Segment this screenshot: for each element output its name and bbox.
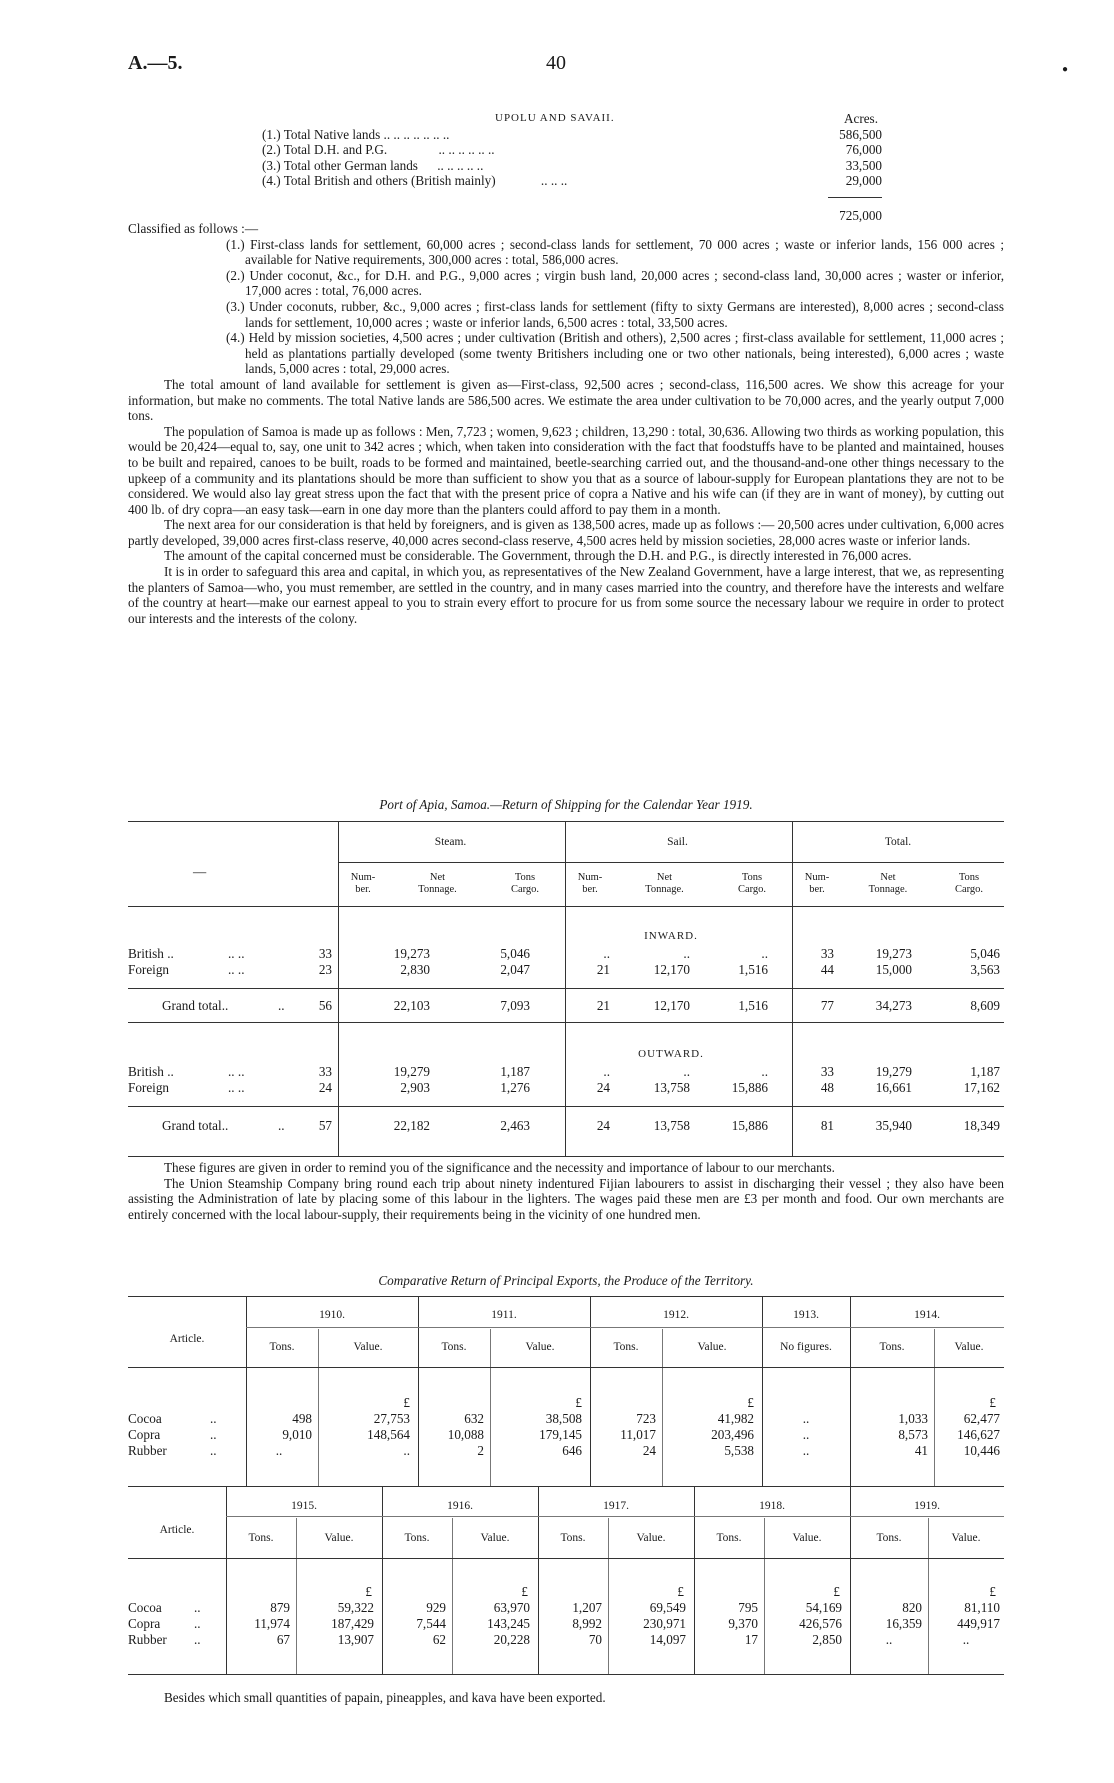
article-header: Article. xyxy=(159,1524,195,1536)
land-row: (4.) Total British and others (British mainly) .. .. .. 29,000 xyxy=(262,173,882,189)
pound-sign: £ xyxy=(575,1395,582,1410)
value-header: Value. xyxy=(525,1341,555,1353)
exports-table-2 xyxy=(128,1486,1004,1674)
acres-header: Acres. xyxy=(843,111,878,126)
value-header: Value. xyxy=(636,1532,666,1544)
tons-header: Tons. xyxy=(269,1341,295,1353)
value-header: Value. xyxy=(324,1532,354,1544)
page-number: 40 xyxy=(546,52,566,74)
year-header: 1917. xyxy=(603,1500,629,1512)
paragraph: The next area for our consideration is that held by foreigners, and is given as 138,500 acres, made up as follows :— 20,500 acres under cultivation, 6,000 acres partly developed, 39,000 acres first-class reserve, 40,000 acres second-class reserve, 4,500 acres held by mission societies, 28,000 acres waste or inferior lands. xyxy=(128,517,1004,548)
paragraph: The population of Samoa is made up as follows : Men, 7,723 ; women, 9,623 ; children, 13,290 : total, 30,636. Allowing two thirds as working population, this would be 20,424—equal to, say, one unit to 342 acres ; which, when taken into consideration with the fact that foodstuffs have to be planted and maintained, houses to be built and repaired, canoes to be built, roads to be formed and maintained, beetle-searching carried out, and the thousand-and-one other things necessary to the upkeep of a community and its plantations should be more than sufficient to show you that as a source of labour-supply for European plantations they are not to be considered. We would also lay great stress upon the fact that with the present price of copra a Native and his wife can (if they are in want of money), by cutting out 400 lb. of dry copra—an easy task—earn in one day more than the planters could afford to pay them in a month. xyxy=(128,423,1004,517)
total-header: Total. xyxy=(884,836,912,848)
sub-header: Net Tonnage. xyxy=(868,872,908,895)
sub-header: Tons Cargo. xyxy=(954,872,984,895)
classification-item: (1.) First-class lands for settlement, 60,000 acres ; second-class lands for settlement, 70 000 acres ; waste or inferior lands, 156 000 acres ; available for Native requirements, 300,000 acres : total, 586,000 acres. xyxy=(226,236,1004,268)
inward-total-row: Grand total.. .. 56 22,103 7,093 21 12,170 1,516 77 34,273 8,609 xyxy=(162,998,1000,1013)
table-row: Cocoa .. 498 27,753 632 38,508 723 41,982 .. 1,033 62,477 xyxy=(128,1411,1000,1426)
classification-item: (4.) Held by mission societies, 4,500 acres ; under cultivation (British and others), 2,500 acres ; first-class available for settlement, 11,000 acres ; held as plantations partially developed (some twenty Britishers including one or two other nationals, being interested), 6,000 acres ; waste lands, 5,000 acres : total, 29,000 acres. xyxy=(226,330,1004,377)
labour-text xyxy=(128,1160,1004,1222)
table-row: Cocoa .. 879 59,322 929 63,970 1,207 69,549 795 54,169 820 81,110 xyxy=(128,1600,1000,1615)
pound-sign: £ xyxy=(403,1395,410,1410)
table-row: Foreign .. .. 23 2,830 2,047 21 12,170 1,516 44 15,000 3,563 xyxy=(128,962,1000,977)
outward-total-row: Grand total.. .. 57 22,182 2,463 24 13,758 15,886 81 35,940 18,349 xyxy=(162,1118,1000,1133)
year-header: 1918. xyxy=(759,1500,785,1512)
value-header: Value. xyxy=(951,1532,981,1544)
pound-sign: £ xyxy=(989,1395,996,1410)
value-header: Value. xyxy=(480,1532,510,1544)
value-header: Value. xyxy=(353,1341,383,1353)
pound-sign: £ xyxy=(365,1584,372,1599)
tons-header: Tons. xyxy=(613,1341,639,1353)
year-header: 1914. xyxy=(914,1309,940,1321)
value-header: Value. xyxy=(697,1341,727,1353)
shipping-caption: Port of Apia, Samoa.—Return of Shipping for the Calendar Year 1919. xyxy=(379,797,753,812)
exports-table-1 xyxy=(128,1297,1004,1487)
outward-label: OUTWARD. xyxy=(638,1048,704,1060)
tons-header: Tons. xyxy=(560,1532,586,1544)
year-header: 1911. xyxy=(491,1309,517,1321)
classification-item: (2.) Under coconut, &c., for D.H. and P.G., 9,000 acres ; virgin bush land, 20,000 acres ; second-class land, 30,000 acres ; waster or inferior, 17,000 acres : total, 76,000 acres. xyxy=(226,267,1004,299)
page-reference: A.—5. xyxy=(128,52,183,74)
table-row: Copra .. 9,010 148,564 10,088 179,145 11,017 203,496 .. 8,573 146,627 xyxy=(128,1427,1000,1442)
exports-rows-1 xyxy=(128,1411,1004,1459)
table-row: Rubber .. 67 13,907 62 20,228 70 14,097 17 2,850 .. .. xyxy=(128,1632,970,1647)
classified-heading: Classified as follows :— xyxy=(128,221,259,236)
paragraph: Besides which small quantities of papain, pineapples, and kava have been exported. xyxy=(164,1690,606,1705)
land-title: UPOLU AND SAVAII. xyxy=(495,112,615,124)
pound-sign: £ xyxy=(833,1584,840,1599)
year-header: 1916. xyxy=(447,1500,473,1512)
year-header: 1913. xyxy=(793,1309,819,1321)
value-header: Value. xyxy=(792,1532,822,1544)
sub-header: Tons Cargo. xyxy=(510,872,540,895)
land-total: 725,000 xyxy=(839,207,882,223)
year-header: 1915. xyxy=(291,1500,317,1512)
pound-sign: £ xyxy=(989,1584,996,1599)
tons-header: Tons. xyxy=(879,1341,905,1353)
sub-header: Num- ber. xyxy=(350,872,376,895)
exports-rows-2 xyxy=(128,1600,1004,1648)
shipping-table xyxy=(128,822,1004,1162)
no-figures-header: No figures. xyxy=(780,1341,832,1353)
paragraph: It is in order to safeguard this area and capital, in which you, as representatives of the New Zealand Government, have a large interest, that we, as representing the planters of Samoa—who, you must remember, are settled in the country, and in many cases married into the country, and therefore have the interests and welfare of the country at heart—make our earnest appeal to you to strain every effort to procure for us from some source the necessary labour we require in order to protect our interests and the interests of the colony. xyxy=(128,564,1004,626)
table-row: British .. .. .. 33 19,273 5,046 .. .. .. 33 19,273 5,046 xyxy=(128,946,1000,961)
land-row: (1.) Total Native lands .. .. .. .. .. .. .. 586,500 xyxy=(262,126,882,142)
article-header: Article. xyxy=(169,1333,205,1345)
steam-header: Steam. xyxy=(434,836,467,848)
classification-text xyxy=(128,221,1004,626)
paragraph: The total amount of land available for settlement is given as—First-class, 92,500 acres ; second-class, 116,500 acres. We show this acreage for your information, but make no comments. The total Native lands are 586,500 acres. We estimate the area under cultivation to be 70,000 acres, and the yearly output 7,000 tons. xyxy=(128,376,1004,424)
land-row: (3.) Total other German lands .. .. .. .. .. 33,500 xyxy=(262,157,882,173)
tons-header: Tons. xyxy=(441,1341,467,1353)
classification-item: (3.) Under coconuts, rubber, &c., 9,000 acres ; first-class lands for settlement (fifty to sixty Germans are interested), 8,000 acres ; second-class lands for settlement, 10,000 acres ; waste or inferior lands, 6,500 acres : total, 33,500 acres. xyxy=(226,298,1004,330)
year-header: 1910. xyxy=(319,1309,345,1321)
stub-dash: — xyxy=(193,864,207,879)
table-row: British .. .. .. 33 19,279 1,187 .. .. .. 33 19,279 1,187 xyxy=(128,1064,1000,1079)
tons-header: Tons. xyxy=(404,1532,430,1544)
tons-header: Tons. xyxy=(716,1532,742,1544)
land-row: (2.) Total D.H. and P.G. .. .. .. .. .. .. 76,000 xyxy=(262,142,882,158)
sub-header: Num- ber. xyxy=(804,872,830,895)
table-row: Rubber .. .. .. 2 646 24 5,538 .. 41 10,446 xyxy=(128,1443,1000,1458)
inward-rows xyxy=(128,946,1004,978)
sub-header: Num- ber. xyxy=(577,872,603,895)
tons-header: Tons. xyxy=(876,1532,902,1544)
table-row: Foreign .. .. 24 2,903 1,276 24 13,758 15,886 48 16,661 17,162 xyxy=(128,1080,1000,1095)
closing-text xyxy=(128,1690,1004,1706)
outward-rows xyxy=(128,1064,1004,1096)
exports-caption: Comparative Return of Principal Exports, the Produce of the Territory. xyxy=(378,1273,754,1288)
paragraph: These figures are given in order to remind you of the significance and the necessity and importance of labour to our merchants. xyxy=(164,1160,835,1175)
sail-header: Sail. xyxy=(667,836,688,848)
paragraph: The Union Steamship Company bring round each trip about ninety indentured Fijian labourers to assist in discharging their vessel ; they also have been assisting the Administration of late by placing some of this labour in the lighters. The wages paid these men are £3 per month and food. Our own merchants are entirely concerned with the local labour-supply, their requirements being in the vicinity of one hundred men. xyxy=(128,1175,1004,1222)
land-summary xyxy=(262,111,882,227)
paragraph: The amount of the capital concerned must be considerable. The Government, through the D.H. and P.G., is directly interested in 76,000 acres. xyxy=(164,548,912,564)
sub-header: Net Tonnage. xyxy=(418,872,457,895)
inward-label: INWARD. xyxy=(644,930,698,942)
year-header: 1919. xyxy=(914,1500,940,1512)
tons-header: Tons. xyxy=(248,1532,274,1544)
year-header: 1912. xyxy=(663,1309,689,1321)
margin-mark: ● xyxy=(1062,64,1069,75)
sub-header: Net Tonnage. xyxy=(645,872,684,895)
sub-header: Tons Cargo. xyxy=(737,872,767,895)
pound-sign: £ xyxy=(747,1395,754,1410)
pound-sign: £ xyxy=(521,1584,528,1599)
pound-sign: £ xyxy=(677,1584,684,1599)
table-row: Copra .. 11,974 187,429 7,544 143,245 8,992 230,971 9,370 426,576 16,359 449,917 xyxy=(128,1616,1000,1631)
value-header: Value. xyxy=(954,1341,984,1353)
